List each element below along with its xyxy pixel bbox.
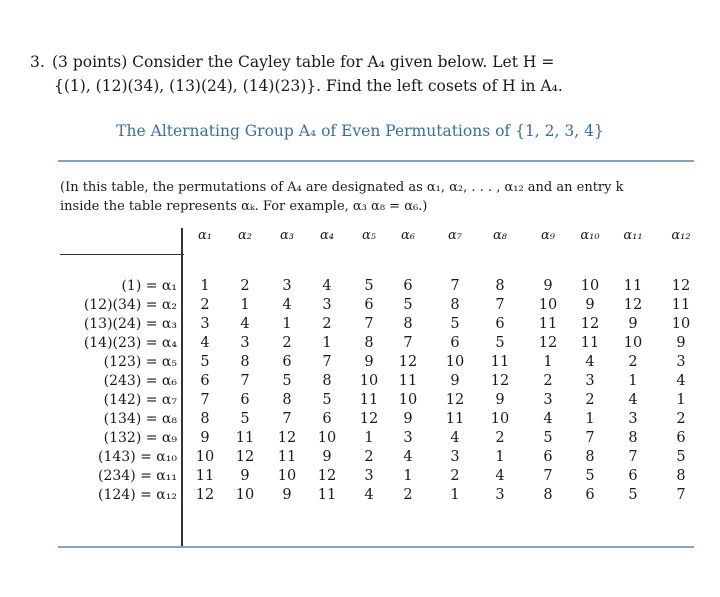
table-cell: 8 xyxy=(450,297,460,313)
table-cell: 7 xyxy=(322,354,332,370)
table-cell: 4 xyxy=(403,449,413,465)
table-cell: 11 xyxy=(580,335,600,351)
table-cell: 1 xyxy=(364,430,374,446)
table-cell: 7 xyxy=(403,335,413,351)
row-label: (14)(23) = α₄ xyxy=(83,335,177,351)
table-cell: 10 xyxy=(538,297,558,313)
table-cell: 9 xyxy=(628,316,638,332)
table-cell: 11 xyxy=(317,487,337,503)
table-cell: 5 xyxy=(200,354,210,370)
column-header: α₄ xyxy=(320,228,334,243)
table-cell: 12 xyxy=(359,411,379,427)
table-cell: 10 xyxy=(490,411,510,427)
table-cell: 3 xyxy=(282,278,292,294)
table-cell: 3 xyxy=(450,449,460,465)
table-cell: 9 xyxy=(495,392,505,408)
table-cell: 3 xyxy=(495,487,505,503)
table-cell: 10 xyxy=(317,430,337,446)
problem-text-1: (3 points) Consider the Cayley table for A₄ given below. Let H = xyxy=(52,53,555,71)
table-cell: 8 xyxy=(282,392,292,408)
table-cell: 10 xyxy=(398,392,418,408)
table-cell: 11 xyxy=(277,449,297,465)
table-cell: 3 xyxy=(200,316,210,332)
table-cell: 1 xyxy=(676,392,686,408)
row-label: (132) = α₉ xyxy=(103,430,177,446)
table-cell: 2 xyxy=(628,354,638,370)
row-label: (13)(24) = α₃ xyxy=(83,316,177,332)
table-cell: 1 xyxy=(628,373,638,389)
table-cell: 9 xyxy=(585,297,595,313)
table-cell: 8 xyxy=(676,468,686,484)
table-cell: 4 xyxy=(543,411,553,427)
table-cell: 7 xyxy=(585,430,595,446)
problem-statement xyxy=(30,50,690,98)
table-cell: 5 xyxy=(585,468,595,484)
table-cell: 6 xyxy=(628,468,638,484)
table-cell: 5 xyxy=(628,487,638,503)
problem-line-1 xyxy=(30,50,690,74)
row-label: (1) = α₁ xyxy=(121,278,177,294)
table-cell: 9 xyxy=(676,335,686,351)
table-cell: 2 xyxy=(543,373,553,389)
table-cell: 4 xyxy=(364,487,374,503)
note-line-1: (In this table, the permutations of A₄ are designated as α₁, α₂, . . . , α₁₂ and an entry k xyxy=(60,180,624,195)
header-underline xyxy=(60,254,184,255)
problem-text-2: {(1), (12)(34), (13)(24), (14)(23)}. Find the left cosets of H in A₄. xyxy=(54,77,563,95)
table-cell: 7 xyxy=(495,297,505,313)
table-cell: 11 xyxy=(490,354,510,370)
table-cell: 7 xyxy=(200,392,210,408)
column-header: α₁₁ xyxy=(623,228,643,243)
table-cell: 1 xyxy=(282,316,292,332)
table-cell: 9 xyxy=(450,373,460,389)
table-divider xyxy=(181,228,183,547)
table-cell: 5 xyxy=(403,297,413,313)
table-cell: 1 xyxy=(240,297,250,313)
table-cell: 6 xyxy=(240,392,250,408)
table-cell: 1 xyxy=(495,449,505,465)
table-cell: 4 xyxy=(628,392,638,408)
table-cell: 9 xyxy=(240,468,250,484)
table-cell: 6 xyxy=(495,316,505,332)
table-cell: 12 xyxy=(277,430,297,446)
column-header: α₁ xyxy=(198,228,212,243)
table-cell: 7 xyxy=(450,278,460,294)
table-cell: 8 xyxy=(543,487,553,503)
table-cell: 10 xyxy=(359,373,379,389)
table-cell: 6 xyxy=(282,354,292,370)
table-cell: 2 xyxy=(364,449,374,465)
table-cell: 5 xyxy=(364,278,374,294)
table-cell: 12 xyxy=(671,278,691,294)
table-cell: 5 xyxy=(543,430,553,446)
row-label: (243) = α₆ xyxy=(103,373,177,389)
table-cell: 4 xyxy=(200,335,210,351)
table-cell: 12 xyxy=(398,354,418,370)
column-header: α₃ xyxy=(280,228,294,243)
table-cell: 4 xyxy=(450,430,460,446)
table-cell: 6 xyxy=(403,278,413,294)
table-cell: 3 xyxy=(240,335,250,351)
table-cell: 12 xyxy=(538,335,558,351)
table-cell: 11 xyxy=(398,373,418,389)
table-cell: 8 xyxy=(585,449,595,465)
column-header: α₆ xyxy=(401,228,415,243)
table-cell: 8 xyxy=(628,430,638,446)
table-cell: 5 xyxy=(450,316,460,332)
table-cell: 9 xyxy=(543,278,553,294)
table-cell: 3 xyxy=(585,373,595,389)
table-cell: 4 xyxy=(676,373,686,389)
table-cell: 6 xyxy=(585,487,595,503)
column-header: α₂ xyxy=(238,228,252,243)
table-cell: 10 xyxy=(195,449,215,465)
table-cell: 12 xyxy=(445,392,465,408)
table-cell: 8 xyxy=(364,335,374,351)
table-cell: 4 xyxy=(240,316,250,332)
table-cell: 1 xyxy=(543,354,553,370)
table-cell: 4 xyxy=(282,297,292,313)
table-cell: 10 xyxy=(277,468,297,484)
table-cell: 1 xyxy=(450,487,460,503)
table-cell: 1 xyxy=(585,411,595,427)
column-header: α₁₂ xyxy=(671,228,691,243)
table-cell: 8 xyxy=(200,411,210,427)
table-cell: 2 xyxy=(282,335,292,351)
table-cell: 11 xyxy=(538,316,558,332)
table-cell: 9 xyxy=(403,411,413,427)
table-cell: 3 xyxy=(676,354,686,370)
table-cell: 11 xyxy=(359,392,379,408)
table-note xyxy=(60,178,700,216)
row-label: (123) = α₅ xyxy=(103,354,177,370)
table-cell: 6 xyxy=(543,449,553,465)
table-cell: 10 xyxy=(580,278,600,294)
table-cell: 4 xyxy=(585,354,595,370)
table-cell: 2 xyxy=(450,468,460,484)
table-cell: 1 xyxy=(322,335,332,351)
table-cell: 12 xyxy=(490,373,510,389)
table-cell: 5 xyxy=(676,449,686,465)
table-cell: 3 xyxy=(543,392,553,408)
column-header: α₁₀ xyxy=(580,228,600,243)
table-cell: 6 xyxy=(322,411,332,427)
table-cell: 2 xyxy=(240,278,250,294)
table-cell: 11 xyxy=(623,278,643,294)
table-cell: 2 xyxy=(403,487,413,503)
table-cell: 7 xyxy=(240,373,250,389)
table-cell: 5 xyxy=(282,373,292,389)
top-rule xyxy=(58,160,694,162)
table-cell: 2 xyxy=(322,316,332,332)
table-cell: 9 xyxy=(200,430,210,446)
table-cell: 7 xyxy=(543,468,553,484)
table-cell: 12 xyxy=(235,449,255,465)
table-cell: 8 xyxy=(240,354,250,370)
table-cell: 2 xyxy=(585,392,595,408)
table-cell: 12 xyxy=(580,316,600,332)
table-cell: 9 xyxy=(282,487,292,503)
table-cell: 2 xyxy=(495,430,505,446)
table-cell: 6 xyxy=(450,335,460,351)
table-cell: 2 xyxy=(676,411,686,427)
table-cell: 4 xyxy=(322,278,332,294)
table-cell: 3 xyxy=(364,468,374,484)
table-cell: 12 xyxy=(195,487,215,503)
table-cell: 5 xyxy=(495,335,505,351)
table-cell: 11 xyxy=(195,468,215,484)
table-cell: 6 xyxy=(200,373,210,389)
table-cell: 3 xyxy=(322,297,332,313)
table-cell: 11 xyxy=(235,430,255,446)
table-cell: 9 xyxy=(322,449,332,465)
table-cell: 10 xyxy=(623,335,643,351)
table-cell: 7 xyxy=(676,487,686,503)
row-label: (234) = α₁₁ xyxy=(98,468,177,484)
table-cell: 1 xyxy=(403,468,413,484)
table-cell: 6 xyxy=(364,297,374,313)
table-cell: 11 xyxy=(671,297,691,313)
table-cell: 4 xyxy=(495,468,505,484)
table-cell: 9 xyxy=(364,354,374,370)
table-cell: 10 xyxy=(671,316,691,332)
table-cell: 10 xyxy=(445,354,465,370)
table-cell: 7 xyxy=(282,411,292,427)
table-cell: 12 xyxy=(317,468,337,484)
bottom-rule xyxy=(58,546,694,548)
row-label: (143) = α₁₀ xyxy=(98,449,177,465)
row-label: (142) = α₇ xyxy=(103,392,177,408)
table-cell: 6 xyxy=(676,430,686,446)
row-label: (134) = α₈ xyxy=(103,411,177,427)
note-line-2: inside the table represents αₖ. For example, α₃ α₈ = α₆.) xyxy=(60,199,428,214)
table-cell: 5 xyxy=(240,411,250,427)
table-cell: 2 xyxy=(200,297,210,313)
column-header: α₇ xyxy=(448,228,462,243)
table-cell: 8 xyxy=(403,316,413,332)
table-cell: 10 xyxy=(235,487,255,503)
table-cell: 12 xyxy=(623,297,643,313)
table-cell: 3 xyxy=(403,430,413,446)
table-cell: 3 xyxy=(628,411,638,427)
table-cell: 7 xyxy=(628,449,638,465)
table-cell: 8 xyxy=(495,278,505,294)
table-cell: 8 xyxy=(322,373,332,389)
table-title: The Alternating Group A₄ of Even Permutations of {1, 2, 3, 4} xyxy=(116,122,604,140)
table-cell: 5 xyxy=(322,392,332,408)
row-label: (124) = α₁₂ xyxy=(98,487,177,503)
problem-number: 3. xyxy=(30,53,45,71)
table-cell: 11 xyxy=(445,411,465,427)
column-header: α₉ xyxy=(541,228,555,243)
table-cell: 1 xyxy=(200,278,210,294)
row-label: (12)(34) = α₂ xyxy=(83,297,177,313)
column-header: α₈ xyxy=(493,228,507,243)
table-cell: 7 xyxy=(364,316,374,332)
column-header: α₅ xyxy=(362,228,376,243)
